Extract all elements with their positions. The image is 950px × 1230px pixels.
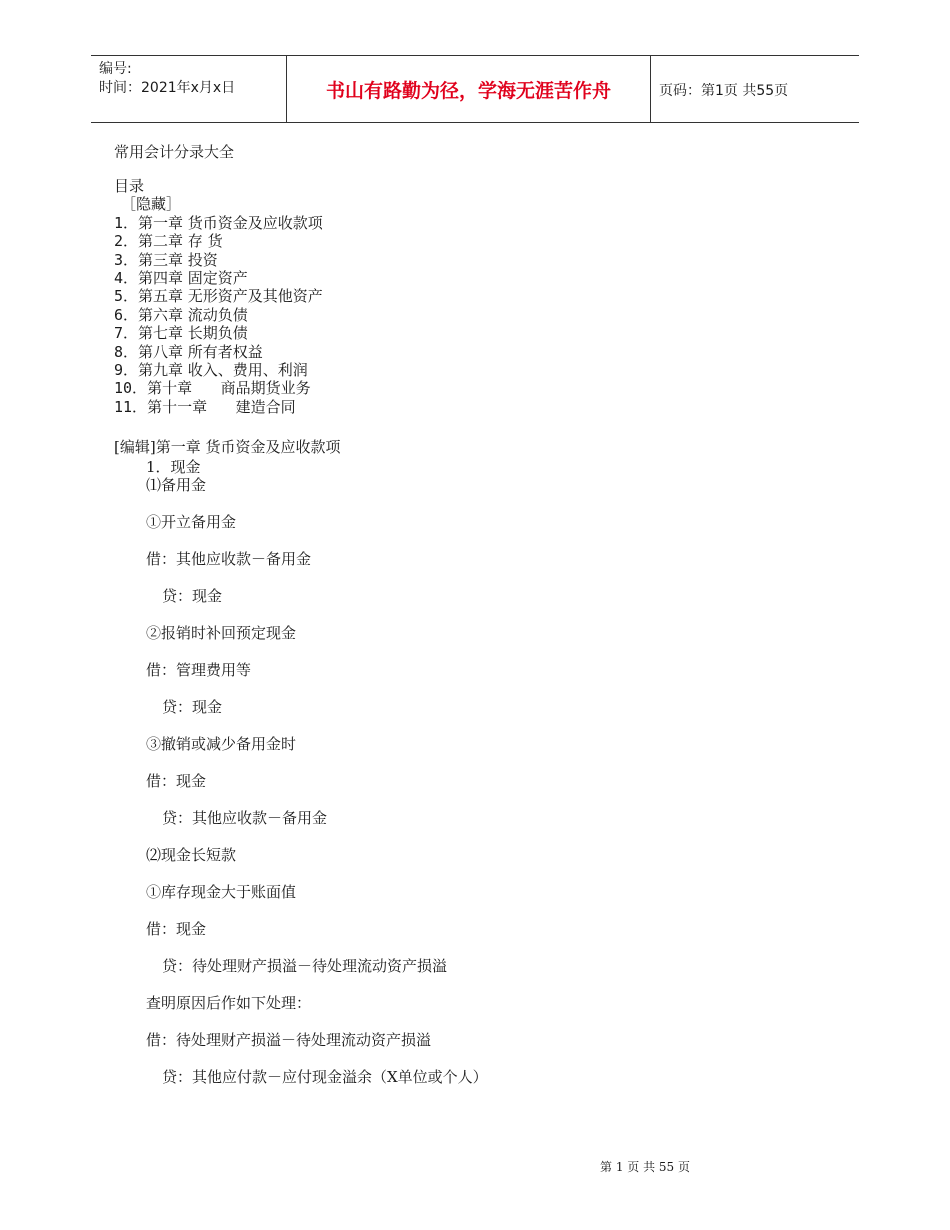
entry-line: 贷：现金 [162,587,223,605]
toc-item-label: 第十一章 建造合同 [147,397,296,416]
toc-item[interactable] [114,306,323,324]
entry-line: 贷：待处理财产损溢－待处理流动资产损溢 [162,957,448,975]
entry-line: ⑴备用金 [146,476,207,494]
toc-item[interactable] [114,232,323,250]
document-title: 常用会计分录大全 [114,143,235,161]
toc-item-number: 5． [114,287,139,306]
header-meta [99,60,235,98]
entry-line: ③撤销或减少备用金时 [146,735,297,753]
section-heading [114,436,341,457]
entry-line: 借：待处理财产损溢－待处理流动资产损溢 [146,1031,432,1049]
toc-item-label: 第一章 货币资金及应收款项 [138,213,323,232]
toc-item-label: 第七章 长期负债 [138,324,248,343]
toc-item[interactable] [114,343,323,361]
toc-item-number: 3． [114,250,139,269]
toc-item-label: 第四章 固定资产 [138,269,248,288]
entry-line: 查明原因后作如下处理： [146,994,312,1012]
toc-item-number: 7． [114,324,139,343]
entry-line: 借：现金 [146,772,207,790]
toc-item-number: 9． [114,361,139,380]
entry-line: 贷：其他应收款－备用金 [162,809,328,827]
header-motto: 书山有路勤为径，学海无涯苦作舟 [286,56,651,122]
toc-item[interactable] [114,287,323,305]
toc-item[interactable] [114,214,323,232]
section-title: 第一章 货币资金及应收款项 [155,438,341,456]
toc-item[interactable] [114,324,323,342]
toc-toggle-link[interactable]: ［隐藏］ [121,195,182,214]
toc-list [114,214,323,416]
toc-heading: 目录 [114,177,145,195]
toc-item-label: 第八章 所有者权益 [138,342,263,361]
entry-line: ⑵现金长短款 [146,846,237,864]
toc-item-number: 2． [114,232,139,251]
entry-line: 贷：其他应付款－应付现金溢余（X单位或个人） [162,1068,488,1086]
edit-link[interactable]: [编辑] [114,438,156,456]
entry-line: 借：现金 [146,920,207,938]
entry-line: ①库存现金大于账面值 [146,883,297,901]
toc-item-number: 8． [114,342,139,361]
entry-line: 贷：现金 [162,698,223,716]
entry-line: 借：管理费用等 [146,661,252,679]
entry-line: ②报销时补回预定现金 [146,624,297,642]
page-footer: 第 1 页 共 55 页 [600,1160,690,1174]
number-label: 编号: [99,61,132,77]
toc-item-label: 第五章 无形资产及其他资产 [138,287,323,306]
toc-item-label: 第六章 流动负债 [138,305,248,324]
subsection-title: 1．现金 [146,458,201,476]
toc-item-label: 第三章 投资 [138,250,218,269]
table-of-contents [114,177,323,416]
toc-item-number: 4． [114,269,139,288]
entry-line: 借：其他应收款－备用金 [146,550,312,568]
toc-item-number: 6． [114,305,139,324]
header-page-label: 页码：第1页 共55页 [659,83,789,99]
toc-item[interactable] [114,251,323,269]
toc-item[interactable] [114,361,323,379]
toc-item[interactable] [114,398,323,416]
toc-item-label: 第二章 存 货 [138,232,223,251]
toc-item[interactable] [114,269,323,287]
toc-item-label: 第九章 收入、费用、利润 [138,361,308,380]
toc-item-label: 第十章 商品期货业务 [147,379,311,398]
entry-line: ①开立备用金 [146,513,237,531]
toc-item-number: 10． [114,379,148,398]
toc-item-number: 1． [114,213,139,232]
document-header [91,55,859,123]
toc-item[interactable] [114,379,323,397]
toc-item-number: 11． [114,397,148,416]
time-label: 时间：2021年x月x日 [99,80,236,96]
